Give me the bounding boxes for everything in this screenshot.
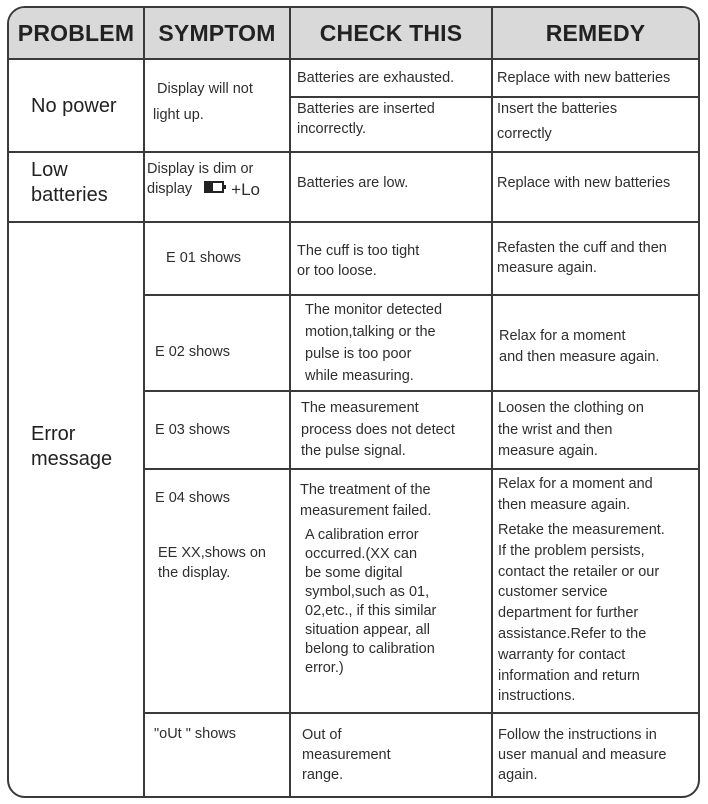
symptom-e02: E 02 shows <box>155 344 230 360</box>
table-header <box>9 8 698 60</box>
remedy-ee-xx: Retake the measurement. If the problem persists, contact the retailer or our customer service department for further assistance.Refer to the warranty for contact information and return instructions. <box>498 522 665 705</box>
column-divider <box>289 8 291 798</box>
problem-low-batteries: Low batteries <box>31 159 108 206</box>
row-divider <box>143 712 700 714</box>
check-e03: The measurement process does not detect the pulse signal. <box>301 400 455 459</box>
symptom-ee-xx: EE XX,shows on the display. <box>158 545 266 581</box>
check-e02: The monitor detected motion,talking or the pulse is too poor while measuring. <box>305 302 443 384</box>
check-e01: The cuff is too tight or too loose. <box>297 243 420 279</box>
remedy-replace-batteries: Replace with new batteries <box>497 70 671 86</box>
check-ee-xx: A calibration error occurred.(XX can be some digital symbol,such as 01, 02,etc., if this similar situation appear, all belong to calibration error.) <box>305 527 437 676</box>
check-batteries-inserted-incorrectly: Batteries are inserted incorrectly. <box>297 101 435 137</box>
header-symptom: SYMPTOM <box>158 19 276 46</box>
symptom-e04: E 04 shows <box>155 490 230 506</box>
check-batteries-exhausted: Batteries are exhausted. <box>297 70 455 86</box>
problem-no-power: No power <box>31 95 117 117</box>
check-batteries-low: Batteries are low. <box>297 175 409 191</box>
symptom-e03: E 03 shows <box>155 422 230 438</box>
check-e04: The treatment of the measurement failed. <box>300 482 432 519</box>
check-out: Out of measurement range. <box>302 727 391 783</box>
header-check-this: CHECK THIS <box>319 19 463 46</box>
symptom-low-batteries: Display is dim or display +Lo <box>147 161 260 199</box>
battery-low-icon <box>204 180 228 200</box>
symptom-e01: E 01 shows <box>166 250 241 266</box>
problem-error-message: Error message <box>31 423 113 470</box>
row-divider <box>289 96 699 98</box>
remedy-replace-batteries-low: Replace with new batteries <box>497 175 671 191</box>
remedy-insert-batteries: Insert the batteries correctly <box>497 101 618 142</box>
header-remedy: REMEDY <box>545 19 646 46</box>
row-divider <box>143 468 700 470</box>
remedy-e02: Relax for a moment and then measure again. <box>499 328 660 365</box>
column-divider <box>491 8 493 798</box>
symptom-out: "oUt " shows <box>154 726 237 742</box>
row-divider <box>9 221 700 223</box>
troubleshooting-table <box>7 6 700 798</box>
row-divider <box>143 294 700 296</box>
remedy-out: Follow the instructions in user manual and measure again. <box>498 727 667 783</box>
symptom-no-power: Display will not light up. <box>153 81 253 123</box>
remedy-e01: Refasten the cuff and then measure again. <box>497 240 667 276</box>
remedy-e03: Loosen the clothing on the wrist and then measure again. <box>498 400 644 459</box>
remedy-e04: Relax for a moment and then measure again. <box>498 476 653 513</box>
row-divider <box>9 151 700 153</box>
row-divider <box>143 390 700 392</box>
column-divider <box>143 8 145 798</box>
header-problem: PROBLEM <box>17 19 135 46</box>
